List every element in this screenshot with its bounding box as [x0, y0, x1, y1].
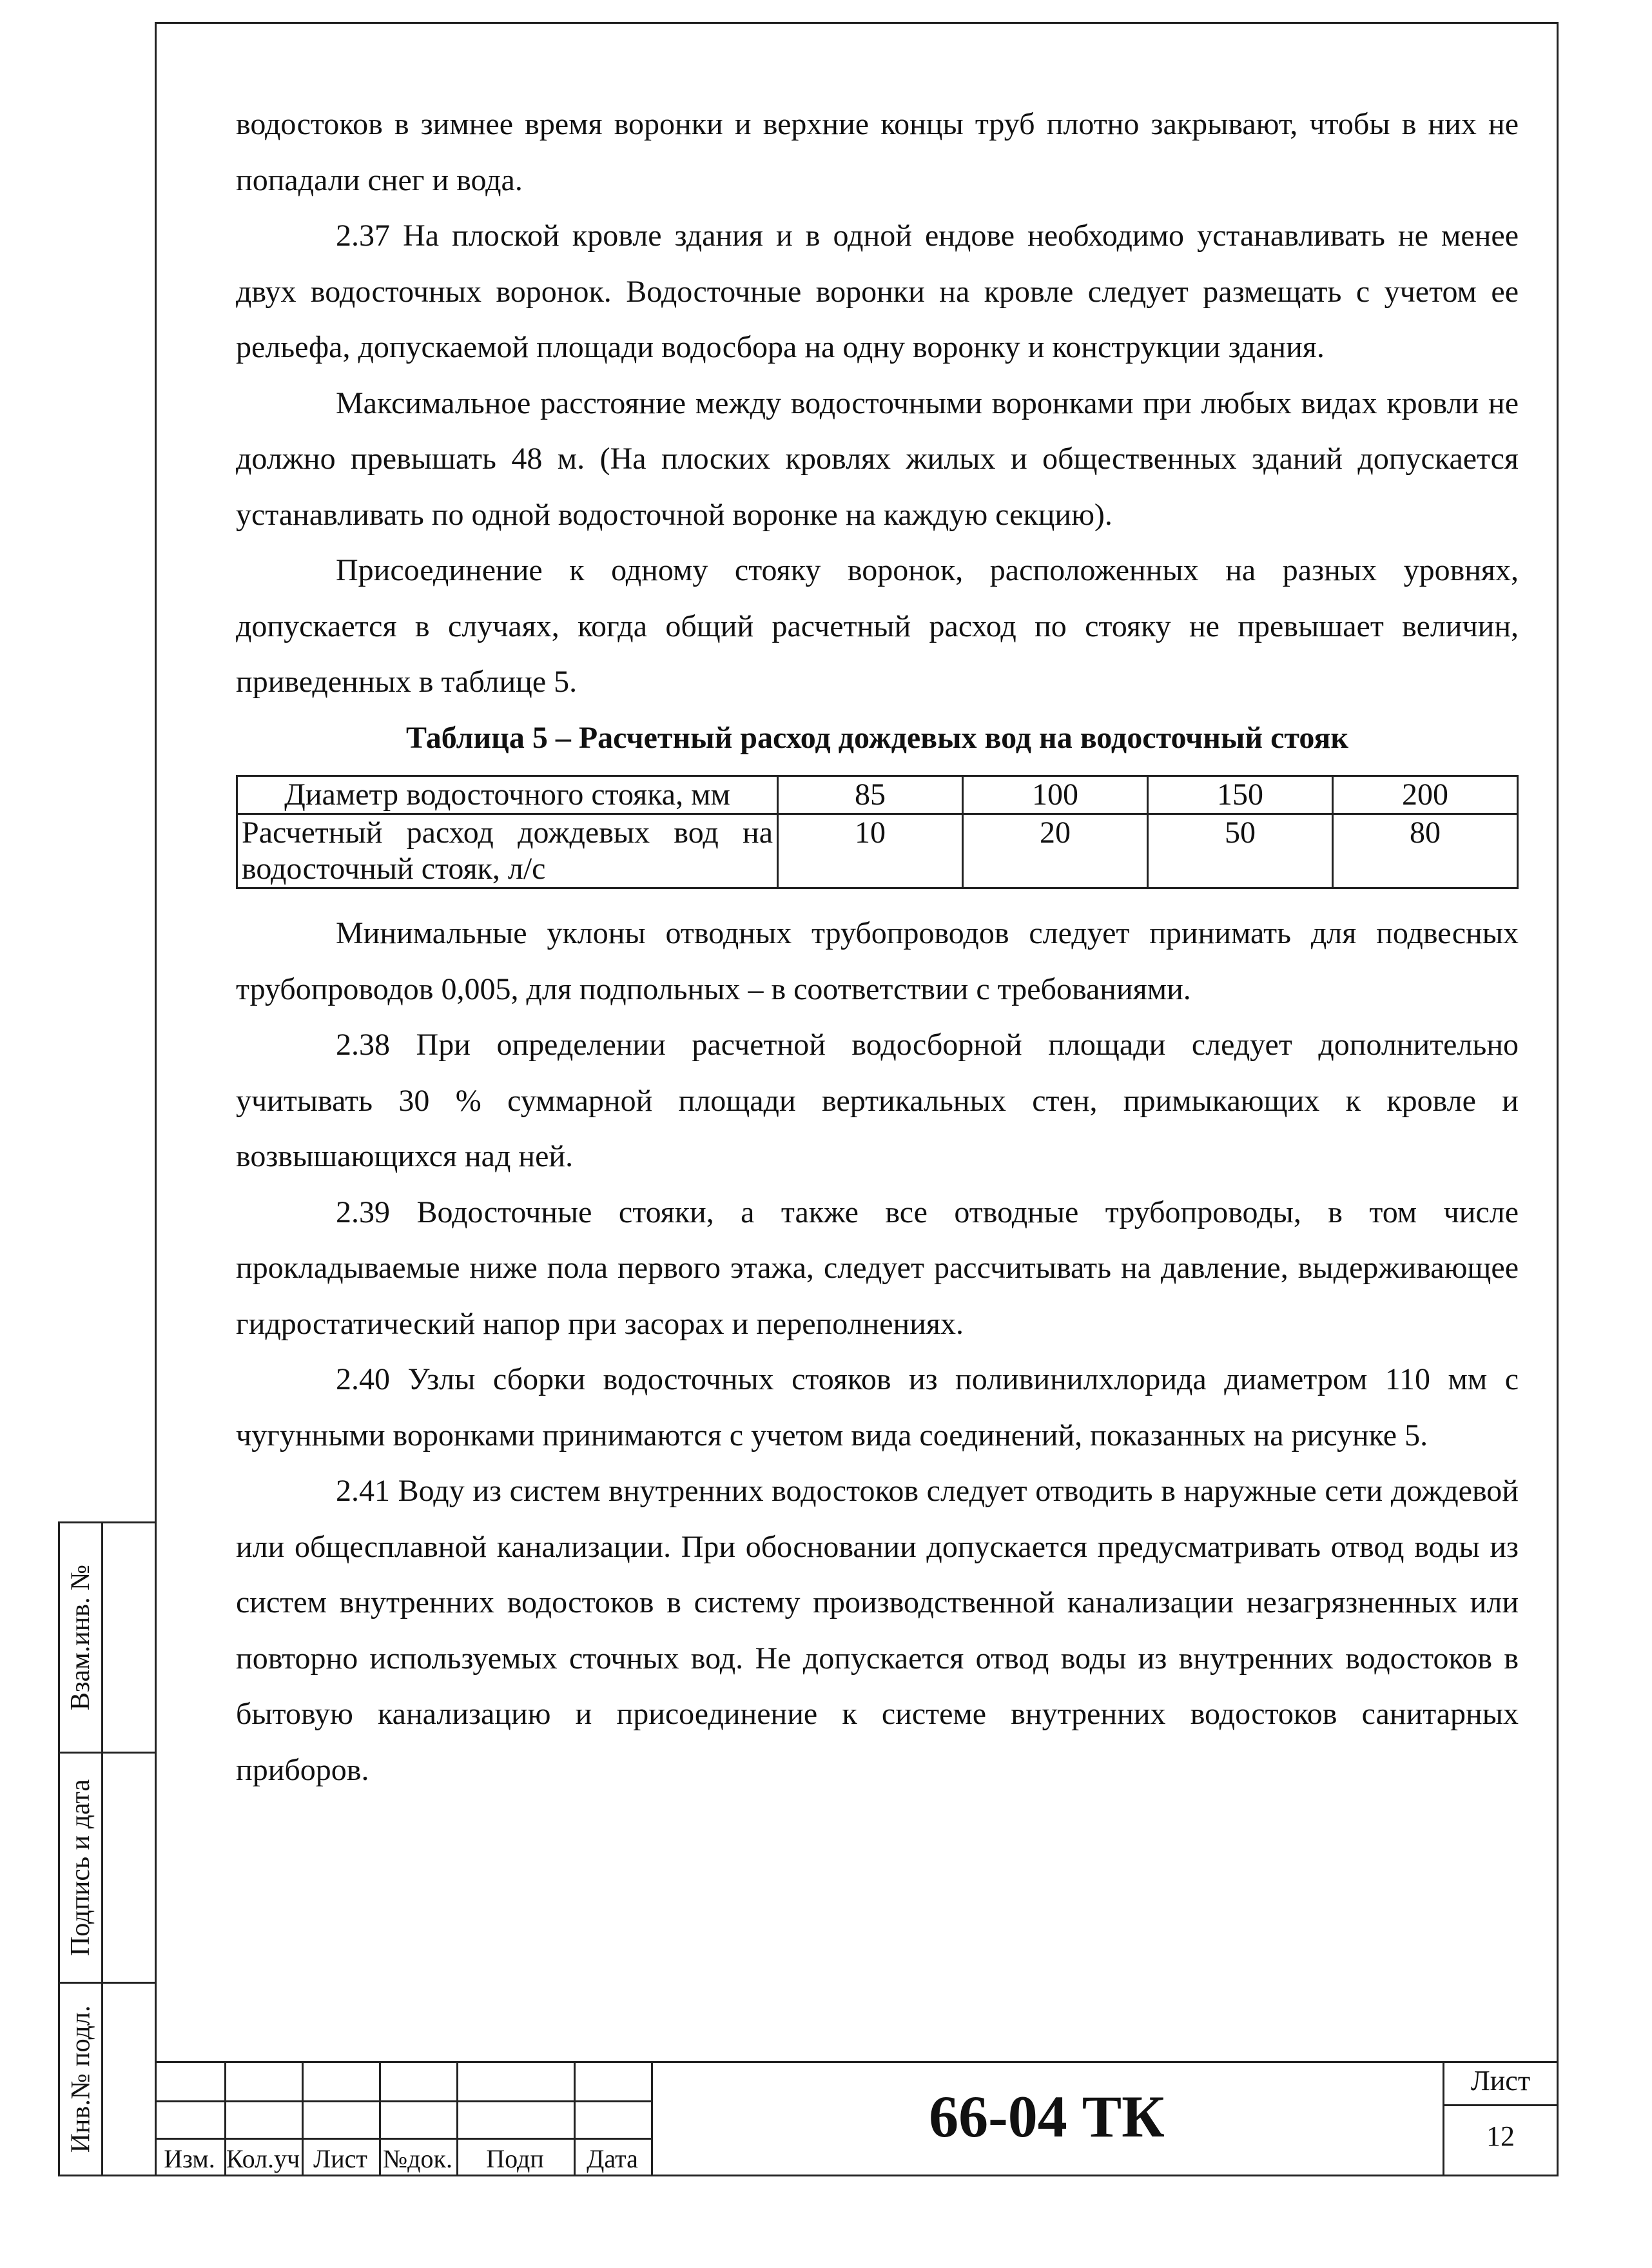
body-text [236, 97, 1519, 1798]
paragraph-connection: Присоединение к одному стояку воронок, расположенных на разных уровнях, допускается в случаях, когда общий расчетный расход по стояку не превышает величин, приведенных в таблице 5. [236, 553, 1519, 699]
row-label-flow: Расчетный расход дождевых вод на водосточный стояк, л/с [237, 814, 778, 888]
stamp-inv [58, 1982, 155, 2176]
paragraph-max-distance: Максимальное расстояние между водосточными воронками при любых видах кровли не должно превышать 48 м. (На плоских кровлях жилых и общественных зданий допускается устанавливать по одной водосточной воронке на каждую секцию). [236, 386, 1519, 532]
table-5 [236, 775, 1519, 889]
stamp-inv-label: Инв.№ подл. [66, 2005, 95, 2153]
table-cell: 150 [1148, 776, 1333, 814]
table-cell: 85 [778, 776, 963, 814]
table-cell: 50 [1148, 814, 1333, 888]
paragraph-2-38: 2.38 При определении расчетной водосборной площади следует дополнительно учитывать 30 % суммарной площади вертикальных стен, примыкающих к кровле и возвышающихся над ней. [236, 1028, 1519, 1173]
paragraph-continued: водостоков в зимнее время воронки и верхние концы труб плотно закрывают, чтобы в них не попадали снег и вода. [236, 107, 1519, 197]
paragraph-2-37: 2.37 На плоской кровле здания и в одной ендове необходимо устанавливать не менее двух водосточных воронок. Водосточные воронки на кровле следует размещать с учетом ее рельефа, допускаемой площади водосбора на одну воронку и конструкции здания. [236, 219, 1519, 364]
paragraph-slopes: Минимальные уклоны отводных трубопроводов следует принимать для подвесных трубопроводов 0,005, для подпольных – в соответствии с требованиями. [236, 916, 1519, 1006]
sheet-label: Лист [1470, 2065, 1531, 2097]
col-ndok: №док. [383, 2144, 452, 2173]
table-cell: 80 [1333, 814, 1518, 888]
col-izm: Изм. [164, 2144, 215, 2173]
table-title: Таблица 5 – Расчетный расход дождевых вод на водосточный стояк [405, 720, 1349, 755]
table-cell: 200 [1333, 776, 1518, 814]
col-list: Лист [313, 2144, 367, 2173]
stamp-vzam [58, 1521, 155, 1754]
paragraph-2-41: 2.41 Воду из систем внутренних водостоков следует отводить в наружные сети дождевой или общесплавной канализации. При обосновании допускается предусматривать отвод воды из систем внутренних водостоков в систему производственной канализации незагрязненных или повторно используемых сточных вод. Не допускается отвод воды из внутренних водостоков в бытовую канализацию и присоединение к системе внутренних водостоков санитарных приборов. [236, 1474, 1519, 1787]
table-cell: 20 [963, 814, 1148, 888]
table-row-diameter [237, 776, 1518, 814]
col-data: Дата [587, 2144, 638, 2173]
stamp-podpis-label: Подпись и дата [66, 1779, 95, 1957]
stamp-vzam-label: Взам.инв. № [66, 1564, 95, 1711]
title-block [155, 2061, 1559, 2176]
stamp-podpis [58, 1752, 155, 1984]
table-row-flow [237, 814, 1518, 888]
document-code: 66-04 ТК [929, 2084, 1165, 2149]
col-podp: Подп [486, 2144, 544, 2173]
sheet-number: 12 [1486, 2120, 1515, 2152]
paragraph-2-40: 2.40 Узлы сборки водосточных стояков из поливинилхлорида диаметром 110 мм с чугунными воронками принимаются с учетом вида соединений, показанных на рисунке 5. [236, 1362, 1519, 1452]
row-label-diameter: Диаметр водосточного стояка, мм [237, 776, 778, 814]
table-cell: 100 [963, 776, 1148, 814]
col-kolych: Кол.уч [226, 2144, 300, 2173]
table-cell: 10 [778, 814, 963, 888]
paragraph-2-39: 2.39 Водосточные стояки, а также все отводные трубопроводы, в том числе прокладываемые ниже пола первого этажа, следует рассчитывать на давление, выдерживающее гидростатический напор при засорах и переполнениях. [236, 1195, 1519, 1341]
